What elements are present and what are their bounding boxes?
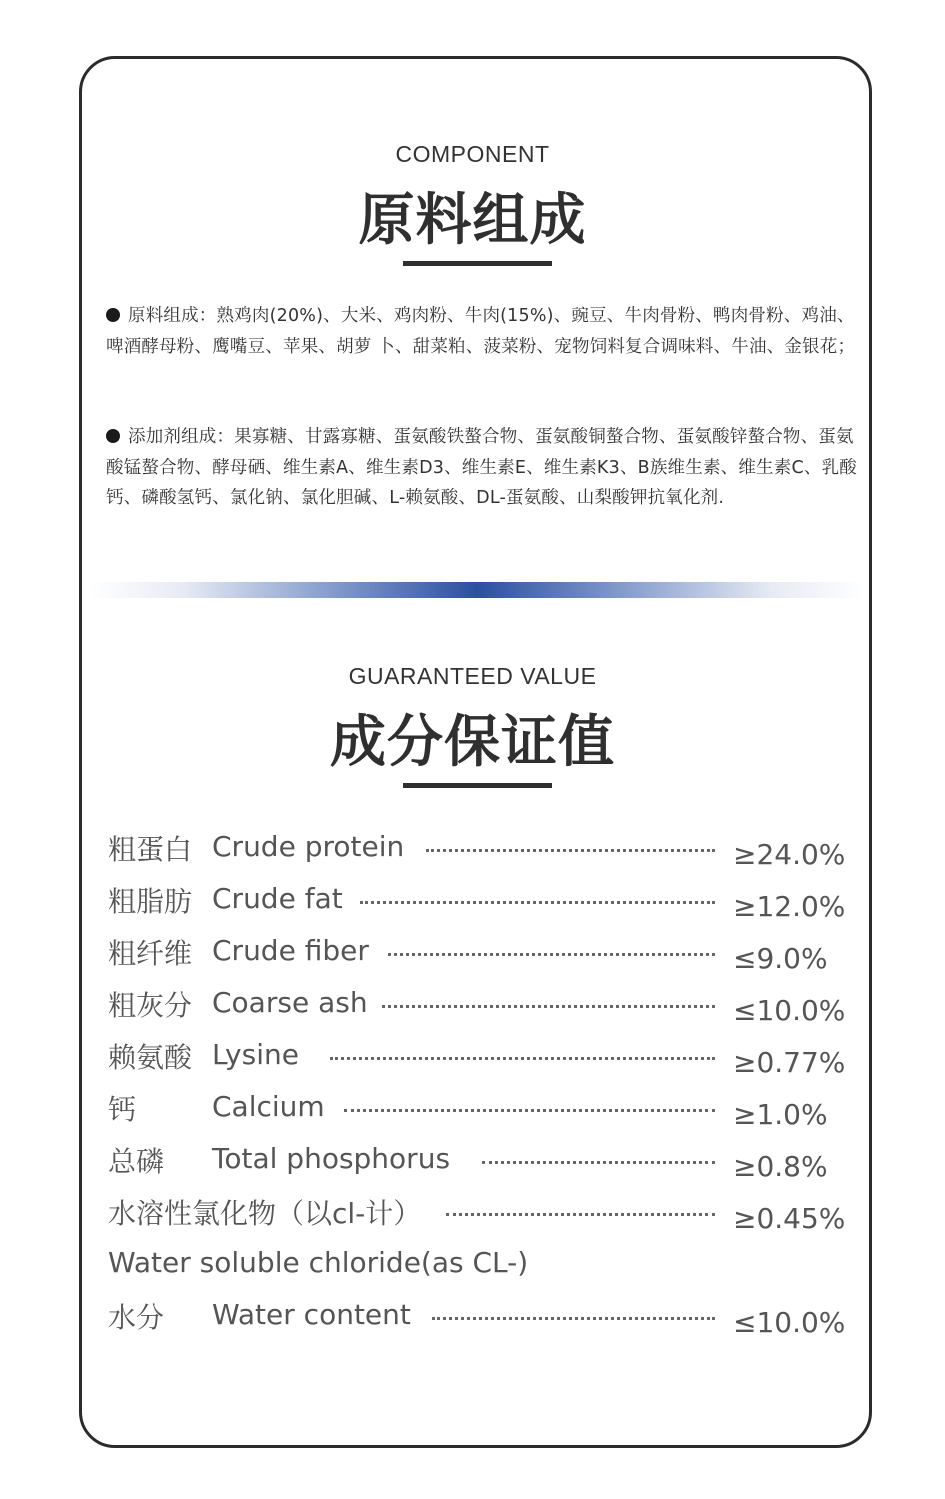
nutrient-value: ≥12.0% (733, 890, 846, 923)
nutrient-row-crude-protein (108, 828, 853, 871)
dot-leader (330, 1057, 715, 1060)
nutrient-cn: 粗脂肪 (108, 885, 193, 918)
nutrient-row-total-phosphorus (108, 1140, 853, 1183)
guaranteed-title-en: GUARANTEED VALUE (348, 663, 597, 689)
nutrient-value: ≥0.8% (733, 1150, 828, 1183)
nutrient-row-calcium (108, 1088, 853, 1131)
nutrient-en: Calcium (212, 1090, 325, 1123)
guaranteed-title-underline (403, 783, 552, 788)
raw-materials-text: 原料组成：熟鸡肉(20%)、大米、鸡肉粉、牛肉(15%)、豌豆、牛肉骨粉、鸭肉骨粉、鸡油、啤酒酵母粉、鹰嘴豆、苹果、胡萝 卜、甜菜粕、菠菜粉、宠物饲料复合调味料、牛油、金银花； (106, 306, 856, 357)
nutrient-en: Crude protein (212, 830, 405, 863)
additives-paragraph (106, 422, 861, 514)
nutrient-row-water-soluble-chloride-en (108, 1244, 853, 1284)
nutrient-en: Total phosphorus (212, 1142, 451, 1175)
dot-leader (446, 1213, 715, 1216)
nutrient-value: ≥0.45% (733, 1202, 846, 1235)
nutrient-value: ≥1.0% (733, 1098, 828, 1131)
dot-leader (382, 1005, 715, 1008)
nutrient-value: ≤10.0% (733, 994, 846, 1027)
nutrient-en: Crude fiber (212, 934, 369, 967)
nutrient-cn: 总磷 (108, 1145, 165, 1178)
guaranteed-title-cn: 成分保证值 (330, 710, 615, 775)
raw-materials-paragraph (106, 301, 861, 362)
nutrient-en: Lysine (212, 1038, 299, 1071)
nutrient-value: ≥24.0% (733, 838, 846, 871)
nutrient-row-water-content (108, 1296, 853, 1339)
bullet-icon (106, 308, 120, 322)
dot-leader (432, 1317, 715, 1320)
dot-leader (388, 953, 715, 956)
nutrient-value: ≤9.0% (733, 942, 828, 975)
nutrient-row-lysine (108, 1036, 853, 1079)
dot-leader (360, 901, 715, 904)
nutrient-cn: 水溶性氯化物（以cl-计） (108, 1197, 422, 1230)
nutrient-value: ≤10.0% (733, 1306, 846, 1339)
nutrient-row-water-soluble-chloride (108, 1192, 853, 1235)
nutrient-cn: 钙 (108, 1093, 137, 1126)
component-title-underline (403, 261, 552, 266)
nutrient-en: Water content (212, 1298, 411, 1331)
nutrient-row-crude-fat (108, 880, 853, 923)
bullet-icon (106, 429, 120, 443)
dot-leader (482, 1161, 715, 1164)
component-title-en: COMPONENT (395, 141, 550, 167)
nutrient-row-crude-fiber (108, 932, 853, 975)
nutrient-value: ≥0.77% (733, 1046, 846, 1079)
nutrient-cn: 水分 (108, 1301, 165, 1334)
nutrient-en: Coarse ash (212, 986, 368, 1019)
dot-leader (426, 849, 715, 852)
gradient-divider (90, 582, 865, 598)
component-title-cn: 原料组成 (358, 188, 587, 253)
nutrient-row-coarse-ash (108, 984, 853, 1027)
nutrient-en: Crude fat (212, 882, 343, 915)
additives-text: 添加剂组成：果寡糖、甘露寡糖、蛋氨酸铁螯合物、蛋氨酸铜螯合物、蛋氨酸锌螯合物、蛋氨酸锰螯合物、酵母硒、维生素A、维生素D3、维生素E、维生素K3、B族维生素、维生素C、乳酸钙、磷酸氢钙、氯化钠、氯化胆碱、L-赖氨酸、DL-蛋氨酸、山梨酸钾抗氧化剂. (106, 427, 857, 508)
nutrient-cn: 赖氨酸 (108, 1041, 193, 1074)
nutrient-en: Water soluble chloride(as CL-) (108, 1246, 529, 1279)
nutrient-cn: 粗纤维 (108, 937, 193, 970)
nutrient-cn: 粗灰分 (108, 989, 193, 1022)
dot-leader (344, 1109, 715, 1112)
nutrient-cn: 粗蛋白 (108, 833, 193, 866)
